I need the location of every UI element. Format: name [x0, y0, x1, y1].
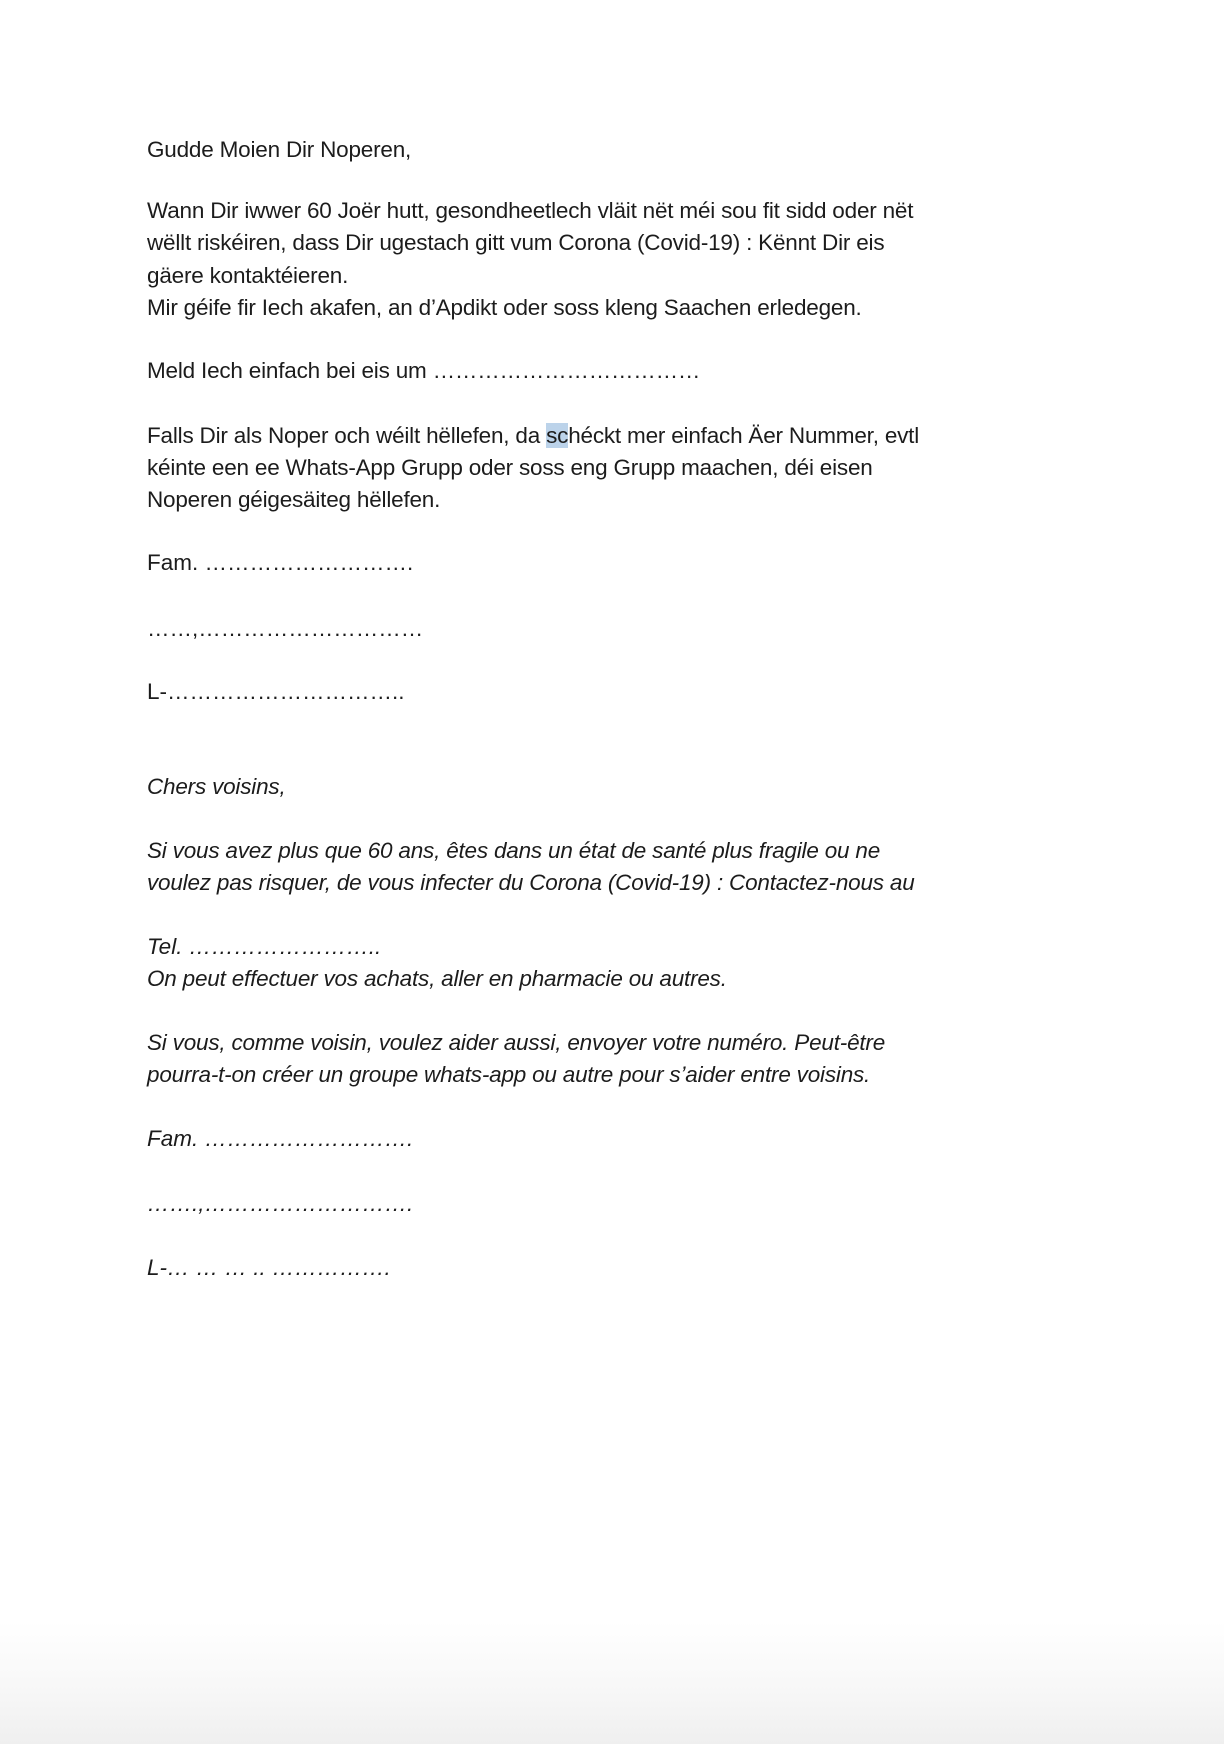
fr-signature-family: Fam. ……………………….: [147, 1126, 414, 1151]
lb-para2-line1: [147, 419, 919, 453]
lb-signature-address: ……,…………………………: [147, 616, 424, 641]
lb-para1-line2: wëllt riskéiren, dass Dir ugestach gitt vum Corona (Covid-19) : Kënnt Dir eis: [147, 230, 885, 255]
text-selection-highlight[interactable]: sc: [546, 423, 569, 448]
lb-para2-line2: kéinte een ee Whats-App Grupp oder soss eng Grupp maachen, déi eisen: [147, 455, 873, 480]
fr-para2-line2: pourra-t-on créer un groupe whats-app ou autre pour s’aider entre voisins.: [147, 1062, 871, 1087]
lb-para1-line3: gäere kontaktéieren.: [147, 263, 349, 288]
lb-para1-line1: Wann Dir iwwer 60 Joër hutt, gesondheetlech vläit nët méi sou fit sidd oder nët: [147, 198, 914, 223]
lb-para2-text-before: Falls Dir als Noper och wéilt hëllefen, da: [147, 423, 547, 448]
lb-para2-line3: Noperen géigesäiteg hëllefen.: [147, 487, 441, 512]
lb-para1-line4: Mir géife fir Iech akafen, an d’Apdikt oder soss kleng Saachen erledegen.: [147, 295, 862, 320]
fr-tel: Tel. ……………………..: [147, 934, 382, 959]
lb-greeting: Gudde Moien Dir Noperen,: [147, 137, 412, 162]
lb-contact-line: Meld Iech einfach bei eis um ………………………………: [147, 358, 701, 383]
fr-signature-address: …….,……………………….: [147, 1191, 414, 1216]
fr-para2-line1: Si vous, comme voisin, voulez aider aussi, envoyer votre numéro. Peut-être: [147, 1030, 886, 1055]
fr-para1-line1: Si vous avez plus que 60 ans, êtes dans un état de santé plus fragile ou ne: [147, 838, 881, 863]
fr-greeting: Chers voisins,: [147, 774, 286, 799]
lb-para2-text-after: héckt mer einfach Äer Nummer, evtl: [568, 423, 920, 448]
fr-signature-postcode: L-… … … .. …………….: [147, 1255, 391, 1280]
fr-services: On peut effectuer vos achats, aller en pharmacie ou autres.: [147, 966, 727, 991]
lb-signature-family: Fam. ……………………….: [147, 550, 414, 575]
lb-signature-postcode: L-…………………………..: [147, 679, 405, 704]
fr-para1-line2: voulez pas risquer, de vous infecter du Corona (Covid-19) : Contactez-nous au: [147, 870, 915, 895]
